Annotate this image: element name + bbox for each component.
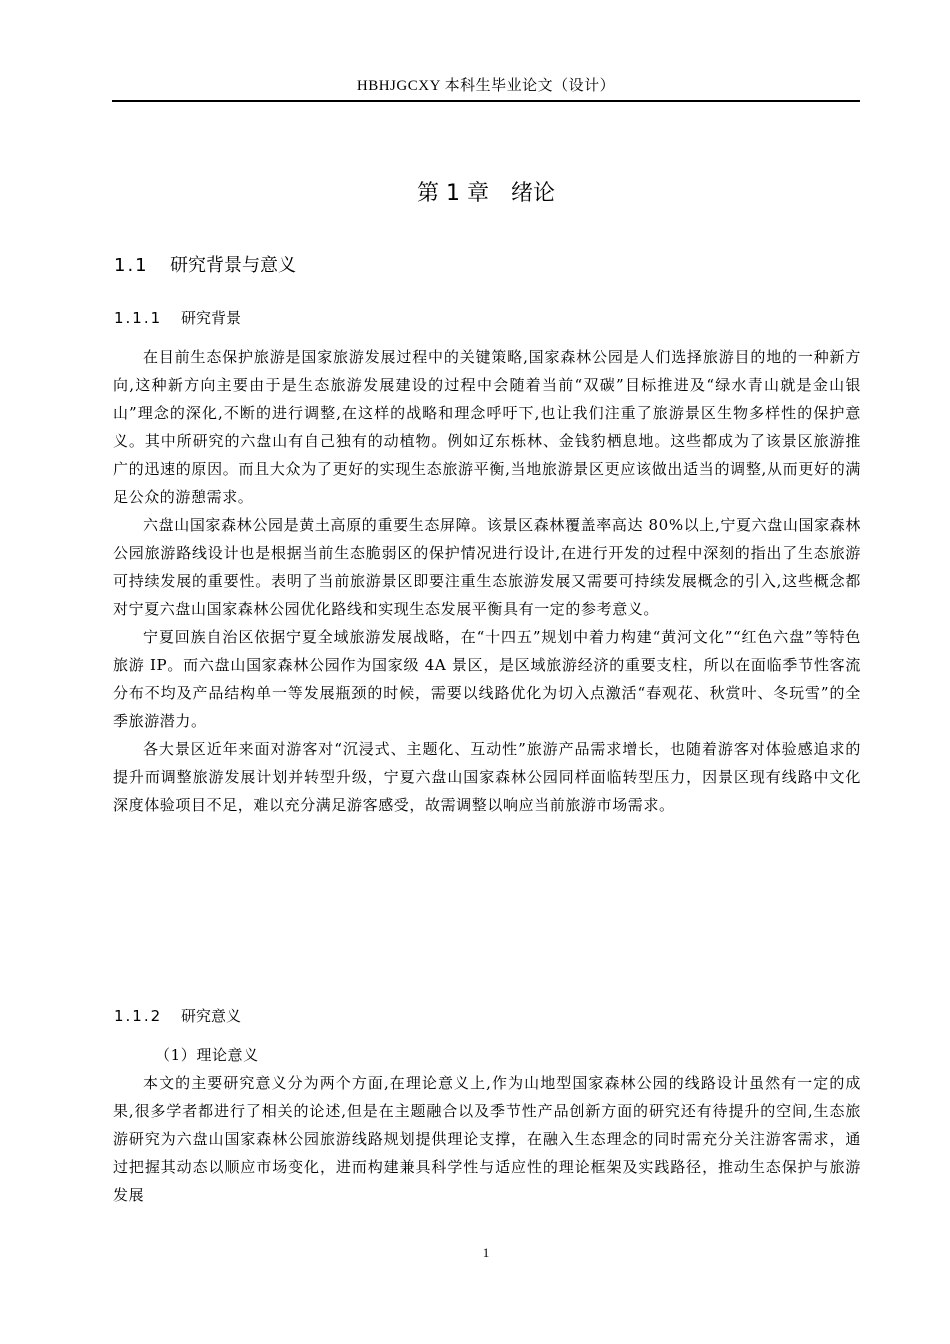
chapter-name: 绪论 <box>510 181 555 206</box>
paragraph: 各大景区近年来面对游客对“沉浸式、主题化、互动性”旅游产品需求增长，也随着游客对体验感追求的提升而调整旅游发展计划并转型升级，宁夏六盘山国家森林公园同样面临转型压力，因景区现有线路中文化深度体验项目不足，难以充分满足游客感受，故需调整以响应当前旅游市场需求。 <box>113 740 861 814</box>
subsection-number: 1.1.1 <box>114 309 163 327</box>
list-label-theory: （1）理论意义 <box>155 1046 259 1064</box>
paragraph: 宁夏回族自治区依据宁夏全域旅游发展战略，在“十四五”规划中着力构建“黄河文化”“红色六盘”等特色旅游 IP。而六盘山国家森林公园作为国家级 4A 景区，是区域旅游经济的重要支柱，所以在面临季节性客流分布不均及产品结构单一等发展瓶颈的时候，需要以线路优化为切入点激活“春观花、秋赏叶、冬玩雪”的全季旅游潜力。 <box>113 628 861 730</box>
running-header: HBHJGCXY 本科生毕业论文（设计） <box>356 78 616 94</box>
subsection-heading-significance <box>114 1005 241 1027</box>
paragraph: 六盘山国家森林公园是黄土高原的重要生态屏障。该景区森林覆盖率高达 80%以上,宁夏六盘山国家森林公园旅游路线设计也是根据当前生态脆弱区的保护情况进行设计,在进行开发的过程中深刻的指出了生态旅游可持续发展的重要性。表明了当前旅游景区即要注重生态旅游发展又需要可持续发展概念的引入,这些概念都对宁夏六盘山国家森林公园优化路线和实现生态发展平衡具有一定的参考意义。 <box>113 516 861 618</box>
subsection-number: 1.1.2 <box>114 1007 163 1025</box>
paragraph: 在目前生态保护旅游是国家旅游发展过程中的关键策略,国家森林公园是人们选择旅游目的地的一种新方向,这种新方向主要由于是生态旅游发展建设的过程中会随着当前“双碳”目标推进及“绿水青山就是金山银山”理念的深化,不断的进行调整,在这样的战略和理念呼吁下,也让我们注重了旅游景区生物多样性的保护意义。其中所研究的六盘山有自己独有的动植物。例如辽东栎林、金钱豹栖息地。这些都成为了该景区旅游推广的迅速的原因。而且大众为了更好的实现生态旅游平衡,当地旅游景区更应该做出适当的调整,从而更好的满足公众的游憩需求。 <box>113 348 861 506</box>
page-number: 1 <box>482 1245 490 1260</box>
section-number: 1.1 <box>114 255 149 276</box>
subsection-name: 研究意义 <box>181 1007 242 1025</box>
paragraph: 本文的主要研究意义分为两个方面,在理论意义上,作为山地型国家森林公园的线路设计虽然有一定的成果,很多学者都进行了相关的论述,但是在主题融合以及季节性产品创新方面的研究还有待提升的空间,生态旅游研究为六盘山国家森林公园旅游线路规划提供理论支撑，在融入生态理念的同时需充分关注游客需求，通过把握其动态以顺应市场变化，进而构建兼具科学性与适应性的理论框架及实践路径，推动生态保护与旅游发展 <box>113 1074 861 1204</box>
header-rule <box>112 100 860 102</box>
chapter-title <box>112 178 860 210</box>
chapter-number: 第 1 章 <box>417 181 489 206</box>
subsection-name: 研究背景 <box>181 309 242 327</box>
background-body <box>113 343 861 819</box>
significance-body <box>113 1041 861 1209</box>
subsection-heading-background <box>114 307 241 329</box>
section-name: 研究背景与意义 <box>170 255 296 276</box>
section-heading <box>114 253 296 279</box>
